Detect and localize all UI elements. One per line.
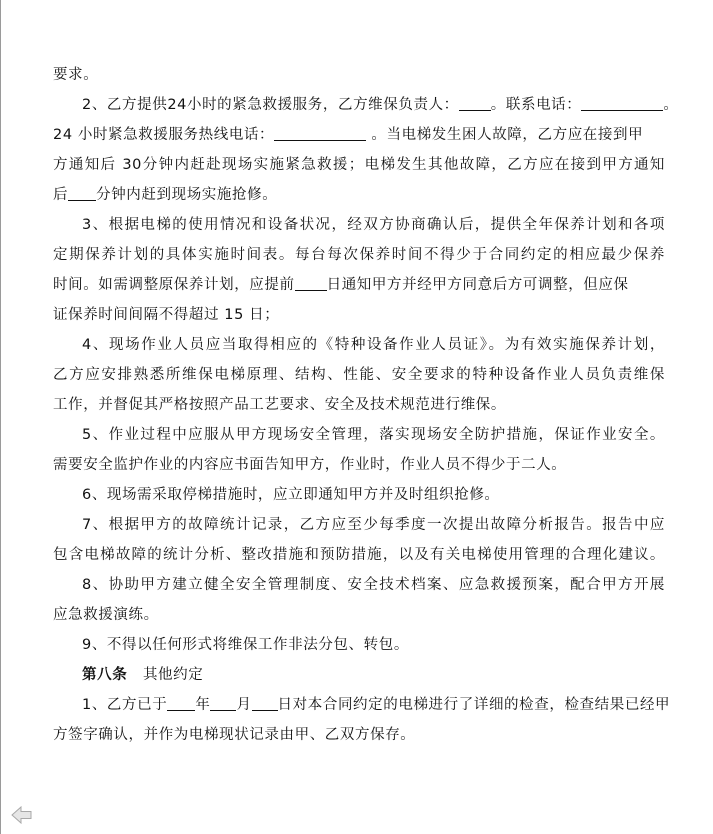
blank-field [459,94,491,111]
article-title: 其他约定 [142,667,204,683]
clause-text: 月 [236,697,252,713]
blank-field [68,184,96,201]
clause-4-line-3: 工作，并督促其严格按照产品工艺要求、安全及技术规范进行维保。 [53,397,506,413]
clause-2-line-2 [53,120,665,150]
clause-2-line-3: 方通知后 30分钟内赶赴现场实施紧急救援；电梯发生其他故障，乙方应在接到甲方通知 [53,157,665,173]
clause-text: 日通知甲方并经甲方同意后方可调整，但应保 [326,277,629,293]
article-8-clause-1-line-1 [53,690,671,720]
article-8-heading [53,660,665,690]
clause-3-line-3 [53,270,665,300]
clause-text: 24 小时紧急救援服务热线电话： [53,127,275,143]
article-8-clause-1-line-2: 方签字确认，并作为电梯现状记录由甲、乙双方保存。 [53,727,416,743]
clause-text: 后 [53,187,69,203]
blank-field [581,94,663,111]
back-arrow-icon[interactable] [11,806,33,824]
clause-3-line-2: 定期保养计划的具体实施时间表。每台每次保养时间不得少于合同约定的相应最少保养 [53,247,665,263]
clause-text: 时间。如需调整原保养计划，应提前 [53,277,295,293]
blank-field [167,694,195,711]
clause-4-line-1: 4、现场作业人员应当取得相应的《特种设备作业人员证》。为有效实施保养计划， [82,337,665,353]
clause-text: 。当电梯发生困人故障，乙方应在接到甲 [371,127,644,143]
clause-text: 2、乙方提供24小时的紧急救援服务，乙方维保负责人： [82,97,459,113]
blank-field [274,124,366,141]
clause-5-line-2: 需要安全监护作业的内容应书面告知甲方，作业时，作业人员不得少于二人。 [53,457,567,473]
clause-text: 年 [195,697,211,713]
clause-text: 日对本合同约定的电梯进行了详细的检查，检查结果已经甲 [277,697,671,713]
clause-2-line-1 [53,90,679,120]
clause-7-line-2: 包含电梯故障的统计分析、整改措施和预防措施，以及有关电梯使用管理的合理化建议。 [53,547,665,563]
clause-6-line-1: 6、现场需采取停梯措施时，应立即通知甲方并及时组织抢修。 [82,487,500,503]
clause-9-line-1: 9、不得以任何形式将维保工作非法分包、转包。 [82,637,409,653]
clause-text: 。 [663,97,679,113]
clause-4-line-2: 乙方应安排熟悉所维保电梯原理、结构、性能、安全要求的特种设备作业人员负责维保 [53,367,665,383]
document-body [53,60,679,750]
blank-field [252,694,278,711]
clause-3-line-4: 证保养时间间隔不得超过 15 日； [53,307,280,323]
clause-2-line-4 [53,180,665,210]
text-line: 要求。 [53,67,99,83]
clause-text: 。联系电话： [490,97,582,113]
clause-text: 分钟内赶到现场实施抢修。 [96,187,278,203]
article-number: 第八条 [82,667,128,683]
blank-field [295,274,327,291]
clause-8-line-2: 应急救援演练。 [53,607,159,623]
clause-text: 1、乙方已于 [82,697,168,713]
blank-field [210,694,236,711]
clause-3-line-1: 3、根据电梯的使用情况和设备状况，经双方协商确认后，提供全年保养计划和各项 [82,217,665,233]
clause-5-line-1: 5、作业过程中应服从甲方现场安全管理，落实现场安全防护措施，保证作业安全。 [82,427,665,443]
clause-8-line-1: 8、协助甲方建立健全安全管理制度、安全技术档案、应急救援预案，配合甲方开展 [82,577,665,593]
clause-7-line-1: 7、根据甲方的故障统计记录，乙方应至少每季度一次提出故障分析报告。报告中应 [82,517,665,533]
